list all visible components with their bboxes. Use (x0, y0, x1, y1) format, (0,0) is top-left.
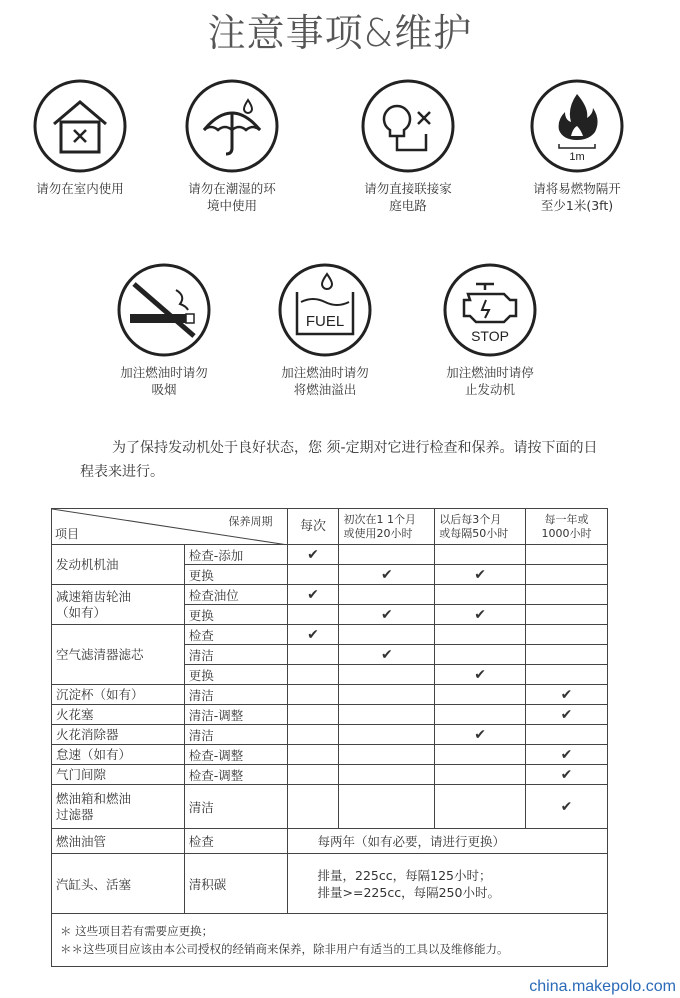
row-action: 检查 (184, 625, 287, 645)
no-smoking-icon (116, 262, 212, 358)
empty-cell (287, 685, 339, 705)
check-mark: ✔ (287, 545, 339, 565)
empty-cell (287, 645, 339, 665)
table-row (52, 785, 608, 829)
empty-cell (435, 785, 526, 829)
row-item: 火花塞 (52, 705, 185, 725)
empty-cell (287, 665, 339, 685)
row-item: 火花消除器 (52, 725, 185, 745)
watermark: china.makepolo.com (529, 978, 676, 995)
icon-label: 请勿在室内使用 (36, 181, 124, 196)
empty-cell (526, 605, 608, 625)
fire-icon (529, 78, 625, 174)
empty-cell (435, 545, 526, 565)
maintenance-table (51, 508, 608, 967)
check-mark: ✔ (435, 605, 526, 625)
row-item: 燃油箱和燃油 过滤器 (52, 785, 185, 829)
empty-cell (287, 565, 339, 585)
empty-cell (435, 625, 526, 645)
icon-item-engine (410, 262, 570, 398)
check-mark: ✔ (287, 625, 339, 645)
header-first: 初次在1 1个月 或使用20小时 (339, 509, 435, 545)
icon-label: 加注燃油时请勿 将燃油溢出 (281, 365, 369, 397)
empty-cell (287, 785, 339, 829)
icon-item-smoking (84, 262, 244, 398)
page-title: 注意事项&维护 (207, 11, 473, 55)
empty-cell (526, 625, 608, 645)
umbrella-icon (184, 78, 280, 174)
empty-cell (435, 645, 526, 665)
empty-cell (435, 685, 526, 705)
svg-text:1m: 1m (569, 151, 585, 163)
row-action: 清洁 (184, 725, 287, 745)
table-notes-row (52, 914, 608, 967)
check-mark: ✔ (339, 605, 435, 625)
empty-cell (339, 625, 435, 645)
row-item: 减速箱齿轮油 （如有） (52, 585, 185, 625)
row-action: 检查-调整 (184, 745, 287, 765)
row-action: 清洁 (184, 785, 287, 829)
row-action: 清积碳 (184, 854, 287, 914)
empty-cell (435, 765, 526, 785)
empty-cell (339, 665, 435, 685)
engine-stop-icon (442, 262, 538, 358)
check-mark: ✔ (526, 705, 608, 725)
icon-label: 加注燃油时请停 止发动机 (446, 365, 534, 397)
row-item: 空气滤清器滤芯 (52, 625, 185, 685)
empty-cell (287, 765, 339, 785)
bulb-circuit-icon (360, 78, 456, 174)
header-after: 以后每3个月 或每隔50小时 (435, 509, 526, 545)
check-mark: ✔ (287, 585, 339, 605)
table-row (52, 854, 608, 914)
empty-cell (526, 565, 608, 585)
empty-cell (526, 585, 608, 605)
empty-cell (339, 765, 435, 785)
empty-cell (287, 705, 339, 725)
empty-cell (339, 725, 435, 745)
empty-cell (526, 645, 608, 665)
row-action: 清洁-调整 (184, 705, 287, 725)
table-row (52, 685, 608, 705)
table-row (52, 745, 608, 765)
header-item-label: 项目 (55, 527, 80, 541)
icon-item-circuit (328, 78, 488, 214)
table-row (52, 585, 608, 605)
icon-label: 请勿在潮湿的环 境中使用 (188, 181, 276, 213)
check-mark: ✔ (339, 565, 435, 585)
table-row (52, 829, 608, 854)
intro-text: 为了保持发动机处于良好状态，您 须-定期对它进行检查和保养。请按下面的日程表来进行。 (80, 440, 598, 480)
row-action: 清洁 (184, 645, 287, 665)
check-mark: ✔ (435, 665, 526, 685)
row-note: 排量，225cc，每隔125小时； 排量>=225cc，每隔250小时。 (287, 854, 607, 914)
header-each: 每次 (287, 509, 339, 545)
fuel-icon (277, 262, 373, 358)
empty-cell (339, 585, 435, 605)
svg-text:FUEL: FUEL (305, 313, 345, 330)
header-diagonal-cell (52, 509, 288, 545)
table-row (52, 625, 608, 645)
table-row (52, 705, 608, 725)
row-item: 燃油油管 (52, 829, 185, 854)
check-mark: ✔ (435, 725, 526, 745)
row-action: 更换 (184, 605, 287, 625)
check-mark: ✔ (526, 745, 608, 765)
icon-item-fire (497, 78, 657, 214)
empty-cell (526, 725, 608, 745)
row-action: 检查 (184, 829, 287, 854)
icon-label: 请将易燃物隔开 至少1米(3ft) (533, 181, 621, 213)
row-item: 汽缸头、活塞 (52, 854, 185, 914)
empty-cell (339, 745, 435, 765)
row-action: 清洁 (184, 685, 287, 705)
row-action: 检查油位 (184, 585, 287, 605)
empty-cell (435, 745, 526, 765)
row-item: 发动机机油 (52, 545, 185, 585)
row-action: 更换 (184, 565, 287, 585)
empty-cell (287, 725, 339, 745)
icon-item-fuel (245, 262, 405, 398)
table-row (52, 725, 608, 745)
check-mark: ✔ (526, 685, 608, 705)
empty-cell (287, 605, 339, 625)
check-mark: ✔ (339, 645, 435, 665)
icon-item-humid (152, 78, 312, 214)
empty-cell (435, 585, 526, 605)
empty-cell (526, 545, 608, 565)
empty-cell (339, 705, 435, 725)
empty-cell (339, 545, 435, 565)
header-period-label: 保养周期 (228, 515, 273, 528)
empty-cell (339, 685, 435, 705)
row-action: 更换 (184, 665, 287, 685)
row-item: 怠速（如有） (52, 745, 185, 765)
table-notes: ＊ 这些项目若有需要应更换； ＊＊这些项目应该由本公司授权的经销商来保养，除非用户有适当的工具以及维修能力。 (52, 914, 608, 967)
row-item: 气门间隙 (52, 765, 185, 785)
icon-label: 加注燃油时请勿 吸烟 (120, 365, 208, 397)
row-action: 检查-添加 (184, 545, 287, 565)
header-year: 每一年或 1000小时 (526, 509, 608, 545)
check-mark: ✔ (435, 565, 526, 585)
row-action: 检查-调整 (184, 765, 287, 785)
empty-cell (339, 785, 435, 829)
table-row (52, 765, 608, 785)
row-note: 每两年（如有必要，请进行更换） (287, 829, 607, 854)
row-item: 沉淀杯（如有） (52, 685, 185, 705)
icon-item-indoor (0, 78, 160, 197)
empty-cell (526, 665, 608, 685)
table-row (52, 545, 608, 565)
empty-cell (435, 705, 526, 725)
empty-cell (287, 745, 339, 765)
check-mark: ✔ (526, 765, 608, 785)
table-header-row (52, 509, 608, 545)
icon-label: 请勿直接联接家 庭电路 (364, 181, 452, 213)
check-mark: ✔ (526, 785, 608, 829)
house-x-icon (32, 78, 128, 174)
svg-text:STOP: STOP (471, 328, 509, 344)
